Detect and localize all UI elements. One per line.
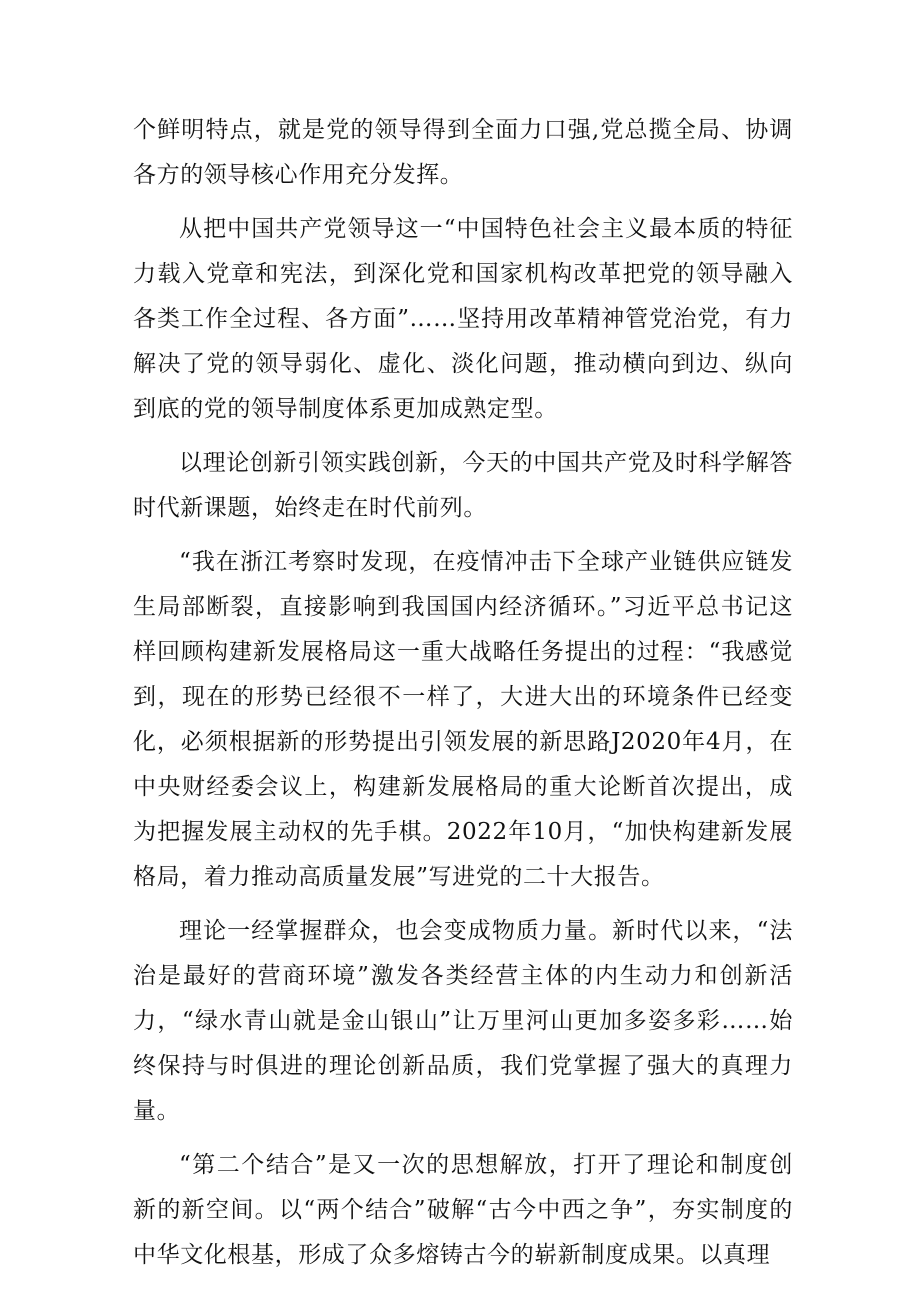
paragraph: “我在浙江考察时发现，在疫情冲击下全球产业链供应链发生局部断裂，直接影响到我国国内经济循环。”习近平总书记这样回顾构建新发展格局这一重大战略任务提出的过程：“我感觉到，现在的形势已经很不一样了，大进大出的环境条件已经变化，必须根据新的形势提出引领发展的新思路J2020年4月，在中央财经委会议上，构建新发展格局的重大论断首次提出，成为把握发展主动权的先手棋。2022年10月，“加快构建新发展格局，着力推动高质量发展”写进党的二十大报告。 bbox=[133, 549, 793, 890]
body-text bbox=[133, 108, 793, 1278]
paragraph: 以理论创新引领实践创新，今天的中国共产党及时科学解答时代新课题，始终走在时代前列。 bbox=[133, 450, 793, 521]
paragraph-continued: 个鲜明特点，就是党的领导得到全面力口强,党总揽全局、协调各方的领导核心作用充分发挥。 bbox=[133, 117, 793, 188]
paragraph: “第二个结合”是又一次的思想解放，打开了理论和制度创新的新空间。以“两个结合”破解“古今中西之争”，夯实制度的中华文化根基，形成了众多熔铸古今的崭新制度成果。以真理 bbox=[133, 1152, 793, 1268]
paragraph: 理论一经掌握群众，也会变成物质力量。新时代以来，“法治是最好的营商环境”激发各类经营主体的内生动力和创新活力，“绿水青山就是金山银山”让万里河山更加多姿多彩……始终保持与时俱进的理论创新品质，我们党掌握了强大的真理力量。 bbox=[133, 918, 793, 1124]
paragraph: 从把中国共产党领导这一“中国特色社会主义最本质的特征力载入党章和宪法，到深化党和国家机构改革把党的领导融入各类工作全过程、各方面”……坚持用改革精神管党治党，有力解决了党的领导弱化、虚化、淡化问题，推动横向到边、纵向到底的党的领导制度体系更加成熟定型。 bbox=[133, 216, 793, 422]
